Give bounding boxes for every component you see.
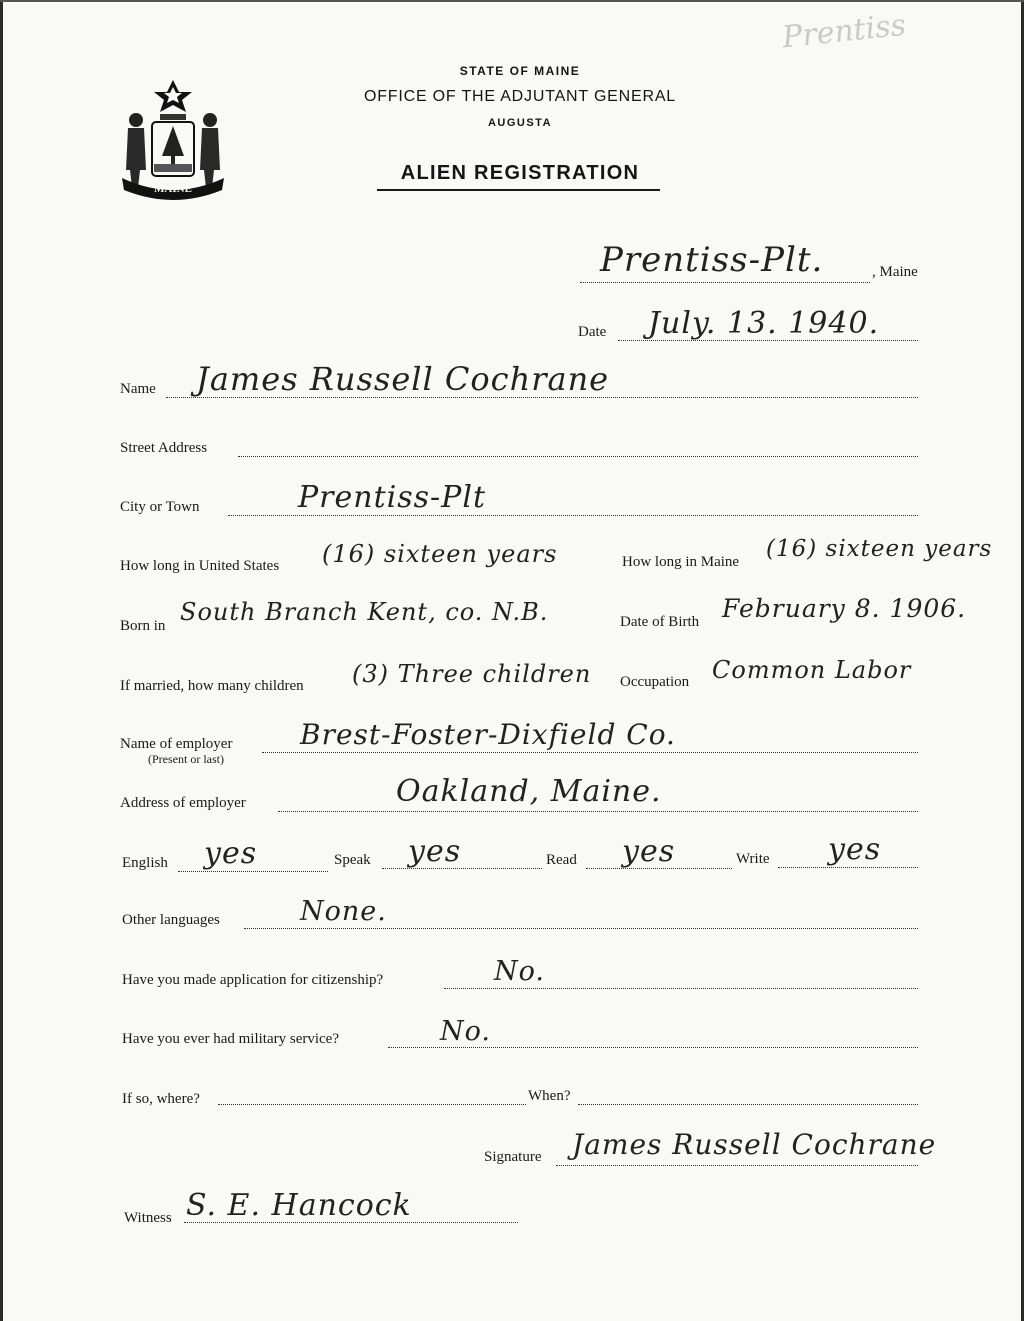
english-line xyxy=(178,871,328,872)
military-value: No. xyxy=(440,1016,491,1047)
read-value: yes xyxy=(622,834,676,869)
military-label: Have you ever had military service? xyxy=(122,1031,339,1047)
employer-address-value: Oakland, Maine. xyxy=(396,774,662,809)
other-languages-label: Other languages xyxy=(122,912,220,928)
signature-value: James Russell Cochrane xyxy=(572,1128,937,1161)
write-value: yes xyxy=(828,832,882,867)
witness-value: S. E. Hancock xyxy=(186,1188,412,1223)
where-label: If so, where? xyxy=(122,1091,200,1107)
employer-address-line xyxy=(278,811,918,812)
how-long-us-label: How long in United States xyxy=(120,558,280,574)
citizenship-label: Have you made application for citizenship? xyxy=(122,972,384,988)
town-value: Prentiss-Plt. xyxy=(600,240,824,280)
occupation-value: Common Labor xyxy=(712,656,912,684)
employer-value: Brest-Foster-Dixfield Co. xyxy=(300,718,676,751)
children-value: (3) Three children xyxy=(352,660,592,688)
how-long-maine-label: How long in Maine xyxy=(622,554,740,570)
city-value: Prentiss-Plt xyxy=(298,480,487,515)
name-value: James Russell Cochrane xyxy=(196,360,610,398)
date-of-birth-value: February 8. 1906. xyxy=(722,594,967,623)
speak-line xyxy=(382,868,542,869)
children-label: If married, how many children xyxy=(120,678,304,694)
born-in-label: Born in xyxy=(120,618,166,634)
english-label: English xyxy=(122,855,168,871)
signature-line xyxy=(556,1165,918,1166)
read-label: Read xyxy=(546,852,577,868)
when-label: When? xyxy=(528,1088,571,1104)
employer-line xyxy=(262,752,918,753)
write-line xyxy=(778,867,918,868)
when-line xyxy=(578,1104,918,1105)
date-value: July. 13. 1940. xyxy=(648,306,880,341)
other-languages-line xyxy=(244,928,918,929)
military-line xyxy=(388,1047,918,1048)
english-value: yes xyxy=(204,836,258,871)
citizenship-line xyxy=(444,988,918,989)
form-title: ALIEN REGISTRATION xyxy=(400,162,640,184)
witness-label: Witness xyxy=(124,1210,172,1226)
scan-edge-left xyxy=(0,0,3,1321)
where-line xyxy=(218,1104,526,1105)
street-address-label: Street Address xyxy=(120,440,208,456)
maine-state-seal-icon xyxy=(118,78,228,200)
date-of-birth-label: Date of Birth xyxy=(620,614,700,630)
other-languages-value: None. xyxy=(300,896,387,927)
speak-value: yes xyxy=(408,834,462,869)
employer-address-label: Address of employer xyxy=(120,795,246,811)
employer-sublabel: (Present or last) xyxy=(148,752,224,766)
street-address-line xyxy=(238,456,918,457)
how-long-us-value: (16) sixteen years xyxy=(322,540,558,568)
name-label: Name xyxy=(120,381,156,397)
header-city: AUGUSTA xyxy=(487,117,553,129)
city-label: City or Town xyxy=(120,499,200,515)
seal-text: MAINE xyxy=(154,183,192,195)
title-underline xyxy=(377,189,660,191)
scan-edge-top xyxy=(0,0,1024,2)
header-office: OFFICE OF THE ADJUTANT GENERAL xyxy=(363,88,677,105)
employer-label: Name of employer xyxy=(120,736,233,752)
signature-label: Signature xyxy=(484,1149,542,1165)
write-label: Write xyxy=(736,851,770,867)
date-label: Date xyxy=(578,324,607,340)
citizenship-value: No. xyxy=(494,956,545,987)
town-line xyxy=(580,282,870,283)
city-line xyxy=(228,515,918,516)
born-in-value: South Branch Kent, co. N.B. xyxy=(180,598,549,626)
corner-pencil-note: Prentiss xyxy=(780,7,908,56)
speak-label: Speak xyxy=(334,852,371,868)
header-state: STATE OF MAINE xyxy=(459,64,581,78)
occupation-label: Occupation xyxy=(620,674,690,690)
how-long-maine-value: (16) sixteen years xyxy=(766,536,993,562)
maine-label: , Maine xyxy=(872,264,918,280)
